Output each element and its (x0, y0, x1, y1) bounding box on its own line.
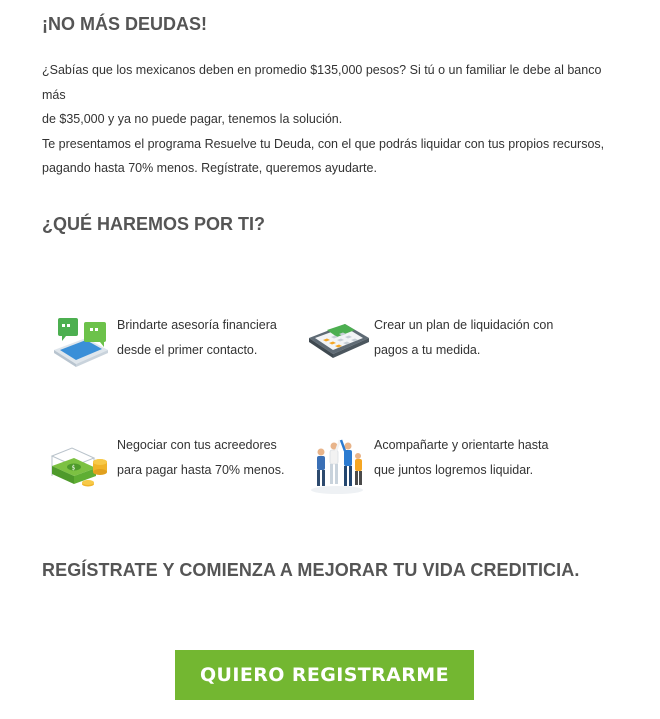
feature-line: desde el primer contacto. (117, 343, 258, 357)
feature-line: Brindarte asesoría financiera (117, 318, 277, 332)
chat-bubbles-phone-icon (50, 316, 112, 376)
intro-line: ¿Sabías que los mexicanos deben en promedio $135,000 pesos? Si tú o un familiar le debe al banco más (42, 63, 602, 102)
intro-line: de $35,000 y ya no puede pagar, tenemos la solución. (42, 112, 343, 126)
people-high-five-icon (307, 436, 369, 496)
intro-text (42, 58, 627, 181)
feature-line: para pagar hasta 70% menos. (117, 463, 285, 477)
feature-text (374, 433, 564, 483)
register-button[interactable]: QUIERO REGISTRARME (175, 650, 474, 700)
feature-plan (307, 316, 557, 376)
feature-line: Crear un plan de liquidación con (374, 318, 554, 332)
feature-line: que juntos logremos liquidar. (374, 463, 534, 477)
feature-line: Acompañarte y orientarte hasta (374, 438, 549, 452)
svg-text:$: $ (71, 464, 76, 472)
feature-text (374, 313, 564, 363)
calculator-icon (307, 316, 369, 376)
feature-advice (50, 316, 300, 376)
feature-line: Negociar con tus acreedores (117, 438, 277, 452)
intro-line: pagando hasta 70% menos. Regístrate, queremos ayudarte. (42, 161, 377, 175)
money-stack-icon (50, 436, 112, 496)
feature-text (117, 313, 307, 363)
section-title: ¿QUÉ HAREMOS POR TI? (42, 214, 266, 234)
feature-accompany (307, 436, 557, 496)
feature-line: pagos a tu medida. (374, 343, 481, 357)
feature-text (117, 433, 307, 483)
page-title: ¡NO MÁS DEUDAS! (42, 14, 207, 34)
feature-negotiate (50, 436, 300, 496)
cta-title: REGÍSTRATE Y COMIENZA A MEJORAR TU VIDA CREDITICIA. (42, 560, 580, 580)
intro-line: Te presentamos el programa Resuelve tu Deuda, con el que podrás liquidar con tus propios recursos, (42, 136, 605, 151)
